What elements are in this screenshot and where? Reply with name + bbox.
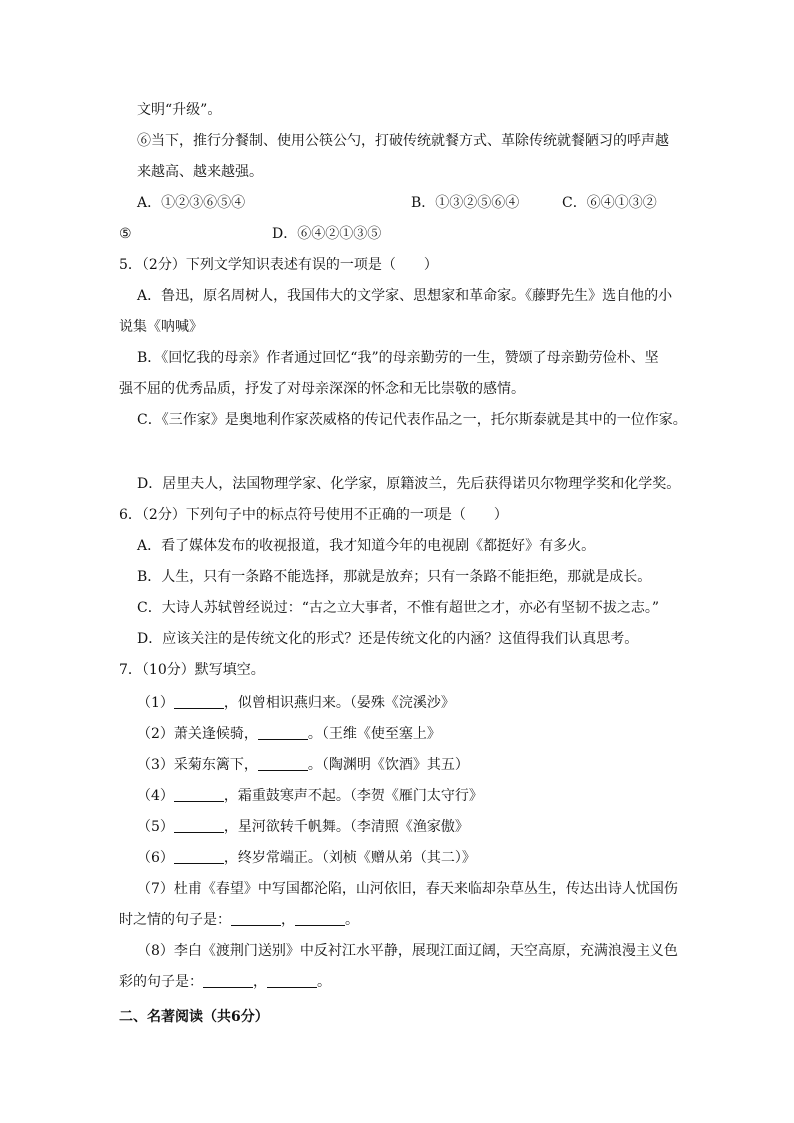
q7-item-5-prefix: （5） [137, 819, 174, 835]
q7-item-4 [137, 786, 483, 806]
q6-option-c: C．大诗人苏轼曾经说过：“古之立大事者，不惟有超世之才，亦必有坚韧不拔之志。” [137, 600, 660, 616]
q5-stem: 5．（2分）下列文学知识表述有误的一项是（ ） [119, 257, 438, 273]
q7-item-2-prefix: （2）萧关逢候骑， [137, 726, 258, 742]
answer-blank[interactable] [267, 973, 317, 988]
answer-blank[interactable] [174, 787, 224, 802]
q7-item-6 [137, 848, 476, 868]
q7-item-1-prefix: （1） [137, 695, 174, 711]
section-heading: 二、名著阅读（共6分） [119, 1009, 269, 1025]
terminator: 。 [317, 974, 331, 990]
answer-blank[interactable] [258, 756, 308, 771]
q7-item-2-text: 。（王维《使至塞上》 [307, 726, 441, 742]
q7-item-8-line1: （8）李白《渡荆门送别》中反衬江水平静，展现江面辽阔，天空高原，充满浪漫主义色 [137, 943, 678, 959]
q5-option-c: C．《三作家》是奥地利作家茨威格的传记代表作品之一，托尔斯泰就是其中的一位作家。 [137, 412, 687, 428]
q7-stem: 7．（10分）默写填空。 [119, 662, 265, 678]
q7-item-7-lead: 时之情的句子是： [119, 912, 231, 928]
q4-option-b: B．①③②⑤⑥④ [411, 195, 520, 211]
q4-text-line: 文明“升级”。 [137, 102, 222, 118]
terminator: 。 [345, 912, 359, 928]
q7-item-3 [137, 755, 469, 775]
q7-item-1-text: ，似曾相识燕归来。（晏殊《浣溪沙》 [223, 695, 455, 711]
q4-item6-line2: 来越高、越来越强。 [137, 164, 263, 180]
q4-option-a: A．①②③⑥⑤④ [137, 195, 246, 211]
answer-blank[interactable] [174, 694, 224, 709]
q5-option-a-line1: A．鲁迅，原名周树人，我国伟大的文学家、思想家和革命家。《藤野先生》选自他的小 [137, 288, 673, 304]
q4-option-c: C．⑥④①③② [562, 195, 657, 211]
answer-blank[interactable] [295, 911, 345, 926]
q4-option-d: D．⑥④②①③⑤ [272, 226, 382, 242]
q5-option-a-line2: 说集《呐喊》 [119, 319, 203, 335]
q7-item-8-lead: 彩的句子是： [119, 974, 203, 990]
q6-option-b: B．人生，只有一条路不能选择，那就是放弃；只有一条路不能拒绝，那就是成长。 [137, 569, 652, 585]
q7-item-4-prefix: （4） [137, 788, 174, 804]
q7-item-2 [137, 724, 441, 744]
answer-blank[interactable] [258, 725, 308, 740]
q7-item-6-text: ，终岁常端正。（刘桢《赠从弟（其二）》 [223, 850, 476, 866]
q6-option-a: A．看了媒体发布的收视报道，我才知道今年的电视剧《都挺好》有多火。 [137, 538, 596, 554]
q7-item-6-prefix: （6） [137, 850, 174, 866]
q6-option-d: D．应该关注的是传统文化的形式？还是传统文化的内涵？这值得我们认真思考。 [137, 631, 639, 647]
q6-stem: 6．（2分）下列句子中的标点符号使用不正确的一项是（ ） [119, 507, 508, 523]
q7-item-4-text: ，霜重鼓寒声不起。（李贺《雁门太守行》 [223, 788, 483, 804]
q7-item-7-line1: （7）杜甫《春望》中写国都沦陷，山河依旧，春天来临却杂草丛生，传达出诗人忧国伤 [137, 881, 678, 897]
answer-blank[interactable] [203, 973, 253, 988]
q5-option-d: D．居里夫人，法国物理学家、化学家，原籍波兰，先后获得诺贝尔物理学奖和化学奖。 [137, 476, 681, 492]
answer-blank[interactable] [174, 849, 224, 864]
answer-blank[interactable] [231, 911, 281, 926]
q5-option-b-line1: B．《回忆我的母亲》作者通过回忆“我”的母亲勤劳的一生，赞颂了母亲勤劳俭朴、坚 [137, 350, 659, 366]
q7-item-5 [137, 817, 469, 837]
q7-item-1 [137, 693, 455, 713]
separator: ， [253, 974, 267, 990]
q4-item6-line1: ⑥当下，推行分餐制、使用公筷公勺，打破传统就餐方式、革除传统就餐陋习的呼声越 [137, 133, 669, 149]
q4-option-c-tail: ⑤ [119, 226, 132, 242]
q7-item-3-prefix: （3）采菊东篱下， [137, 757, 258, 773]
answer-blank[interactable] [174, 818, 224, 833]
q5-option-b-line2: 强不屈的优秀品质，抒发了对母亲深深的怀念和无比崇敬的感情。 [119, 381, 525, 397]
q7-item-3-text: 。（陶渊明《饮酒》其五） [307, 757, 469, 773]
q7-item-5-text: ，星河欲转千帆舞。（李清照《渔家傲》 [223, 819, 469, 835]
q7-item-8-line2 [119, 972, 331, 992]
q7-item-7-line2 [119, 910, 359, 930]
separator: ， [281, 912, 295, 928]
